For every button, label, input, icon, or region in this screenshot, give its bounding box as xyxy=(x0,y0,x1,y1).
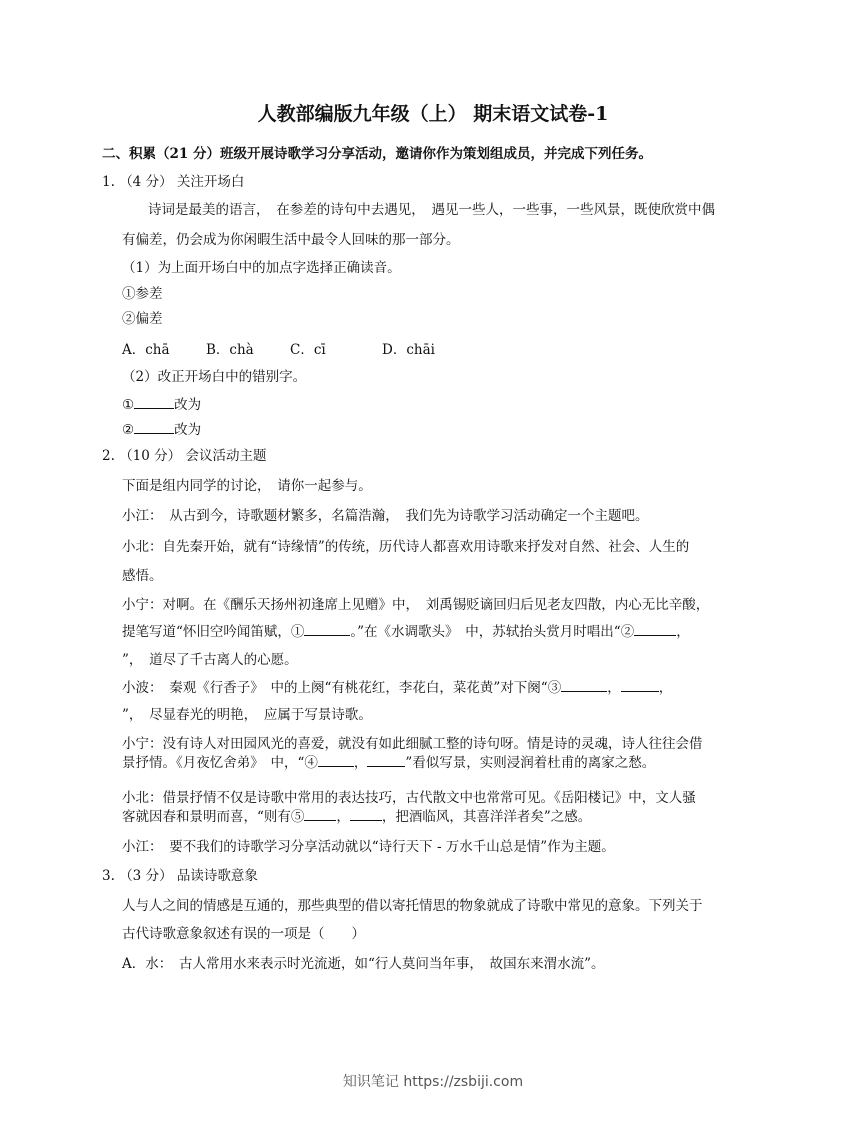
q3-topic: 品读诗歌意象 xyxy=(176,868,258,884)
q2-xiaobei-2-line2 xyxy=(122,808,591,826)
q1-item2-mark: ② xyxy=(122,311,136,327)
q2-intro: 下面是组内同学的讨论， 请你一起参与。 xyxy=(122,478,372,494)
blank-4a[interactable] xyxy=(318,754,354,767)
q2-xiaobei-1-line2: 感悟。 xyxy=(122,568,163,584)
q2-xiaobei-1-line1: 小北：自先秦开始，就有“诗缘情”的传统，历代诗人都喜欢用诗歌来抒发对自然、社会、人生的 xyxy=(122,539,690,555)
q1-passage-line1: 诗词是最美的语言， 在参差的诗句中去遇见， 遇见一些人，一些事，一些风景，既使欣赏中偶 xyxy=(148,202,715,218)
q1-points: （4 分） xyxy=(119,174,173,190)
q3-stem-line2: 古代诗歌意象叙述有误的一项是（ ） xyxy=(122,926,365,942)
footer-watermark: 知识笔记 https://zsbiji.com xyxy=(342,1074,524,1090)
q1-option-a[interactable]: A．chā xyxy=(122,342,170,358)
q2-xiaoning-1-text-c: ， xyxy=(676,624,690,640)
q2-xiaobo-line1 xyxy=(122,679,672,697)
blank-3a[interactable] xyxy=(561,679,607,692)
q2-xiaoning-1-line1: 小宁：对啊。在《酬乐天扬州初逢席上见赠》中， 刘禹锡贬谪回归后见老友四散，内心无比辛酸， xyxy=(122,597,710,613)
q3-option-a[interactable]: A．水： 古人常用水来表示时光流逝，如“行人莫问当年事， 故国东来渭水流”。 xyxy=(122,956,605,972)
q1-option-b[interactable]: B．chà xyxy=(206,342,254,358)
q1-item2-text: 偏差 xyxy=(135,311,163,327)
q1-fix2-mark: ② xyxy=(122,422,135,438)
q1-fix1-mark: ① xyxy=(122,397,135,413)
q2-xiaobei-2-line1: 小北：借景抒情不仅是诗歌中常用的表达技巧，古代散文中也常常可见。《岳阳楼记》中，文人骚 xyxy=(122,790,696,806)
exam-title: 人教部编版九年级（上） 期末语文试卷-1 xyxy=(257,103,609,125)
blank-2[interactable] xyxy=(634,623,676,636)
q2-xiaoning-2-line2 xyxy=(122,754,655,772)
q1-option-c[interactable]: C．cī xyxy=(290,342,326,358)
q3-stem-line1: 人与人之间的情感是互通的，那些典型的借以寄托情思的物象就成了诗歌中常见的意象。下列关于 xyxy=(122,898,703,914)
q2-xiaoning-2-text-c: ”看似写景，实则浸润着杜甫的离家之愁。 xyxy=(405,755,656,771)
q2-xiaojiang-2: 小江： 要不我们的诗歌学习分享活动就以“诗行天下 - 万水千山总是情”作为主题。 xyxy=(122,839,615,855)
q2-xiaoning-1-line3: ”， 道尽了千古离人的心愿。 xyxy=(122,652,298,668)
q1-option-d[interactable]: D．chāi xyxy=(382,342,435,358)
q1-options xyxy=(122,341,435,359)
q2-xiaobei-2-text-b: ， xyxy=(336,809,350,825)
q2-xiaoning-2-text-a: 景抒情。《月夜忆舍弟》 中，“④ xyxy=(122,755,318,771)
q2-number: 2. xyxy=(102,448,115,464)
q1-item1-mark: ① xyxy=(122,286,136,302)
q1-fix2-suffix: 改为 xyxy=(174,422,202,438)
q2-xiaobei-2-text-c: ，把酒临风，其喜洋洋者矣”之感。 xyxy=(381,809,592,825)
q2-xiaoning-2-line1: 小宁：没有诗人对田园风光的喜爱，就没有如此细腻工整的诗句呀。情是诗的灵魂，诗人往往会借 xyxy=(122,736,703,752)
q2-topic: 会议活动主题 xyxy=(185,448,267,464)
q2-xiaoning-1-text-a: 提笔写道“怀旧空吟闻笛赋，① xyxy=(122,624,305,640)
blank-3b[interactable] xyxy=(621,679,659,692)
q1-number: 1. xyxy=(102,174,115,190)
q1-item2 xyxy=(122,310,163,328)
blank-5b[interactable] xyxy=(350,808,382,821)
q1-passage-line2: 有偏差，仍会成为你闲暇生活中最令人回味的那一部分。 xyxy=(122,232,460,248)
q1-topic: 关注开场白 xyxy=(176,174,245,190)
q2-xiaoning-2-text-b: ， xyxy=(353,755,368,771)
section-heading: 二、积累（21 分）班级开展诗歌学习分享活动，邀请你作为策划组成员，并完成下列任务。 xyxy=(102,146,652,162)
q2-xiaoning-1-text-b: 。”在《水调歌头》 中，苏轼抬头赏月时唱出“② xyxy=(350,624,635,640)
q3-number: 3. xyxy=(102,868,115,884)
q1-sub1-prompt: （1）为上面开场白中的加点字选择正确读音。 xyxy=(122,260,401,276)
q2-xiaobo-text-a: 小波： 秦观《行香子》 中的上阕“有桃花红，李花白，菜花黄”对下阕“③ xyxy=(122,680,562,696)
q1-header xyxy=(102,173,244,191)
q3-points: （3 分） xyxy=(119,868,173,884)
q2-xiaobo-line2: ”， 尽显春光的明艳， 应属于写景诗歌。 xyxy=(122,707,372,723)
q1-item1-text: 参差 xyxy=(135,286,163,302)
q1-sub2-prompt: （2）改正开场白中的错别字。 xyxy=(122,369,307,385)
blank-5a[interactable] xyxy=(304,808,336,821)
q2-points: （10 分） xyxy=(119,448,182,464)
blank-4b[interactable] xyxy=(367,754,405,767)
q2-xiaoning-1-line2 xyxy=(122,623,690,641)
q1-fix2 xyxy=(122,421,201,439)
q1-fix1 xyxy=(122,396,201,414)
q1-fix1-blank[interactable] xyxy=(134,396,174,409)
q2-xiaobo-text-c: ， xyxy=(658,680,673,696)
q3-header xyxy=(102,867,258,885)
q2-xiaojiang-1: 小江： 从古到今，诗歌题材繁多，名篇浩瀚， 我们先为诗歌学习活动确定一个主题吧。 xyxy=(122,508,649,524)
q1-fix1-suffix: 改为 xyxy=(174,397,202,413)
q2-xiaobo-text-b: ， xyxy=(607,680,621,696)
blank-1[interactable] xyxy=(304,623,350,636)
q2-header xyxy=(102,447,266,465)
q1-item1 xyxy=(122,285,163,303)
q2-xiaobei-2-text-a: 客就因春和景明而喜，“则有⑤ xyxy=(122,809,305,825)
q1-fix2-blank[interactable] xyxy=(134,421,174,434)
